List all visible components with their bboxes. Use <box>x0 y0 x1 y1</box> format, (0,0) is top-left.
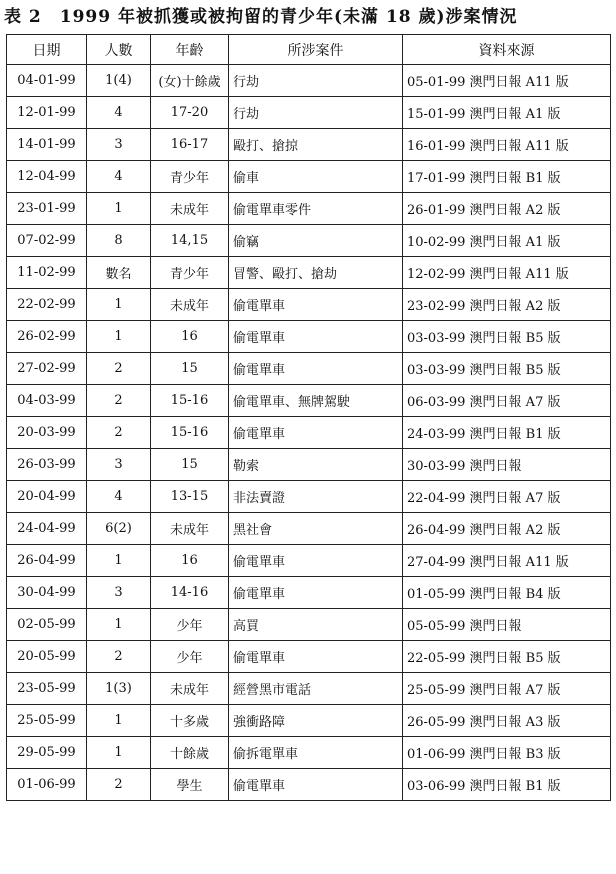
count-cell: 1 <box>87 705 151 737</box>
source-cell: 30-03-99 澳門日報 <box>403 449 611 481</box>
age-cell: 青少年 <box>151 257 229 289</box>
age-cell: 15-16 <box>151 385 229 417</box>
date-cell: 20-03-99 <box>7 417 87 449</box>
date-cell: 23-05-99 <box>7 673 87 705</box>
age-cell: 16 <box>151 545 229 577</box>
age-cell: 15 <box>151 449 229 481</box>
count-cell: 2 <box>87 417 151 449</box>
table-row <box>7 609 611 641</box>
case-cell: 偷電單車 <box>229 417 403 449</box>
source-cell: 17-01-99 澳門日報 B1 版 <box>403 161 611 193</box>
count-cell: 3 <box>87 577 151 609</box>
count-cell: 2 <box>87 353 151 385</box>
source-cell: 26-01-99 澳門日報 A2 版 <box>403 193 611 225</box>
case-cell: 偷電單車 <box>229 321 403 353</box>
date-cell: 26-04-99 <box>7 545 87 577</box>
table-row <box>7 769 611 801</box>
count-cell: 8 <box>87 225 151 257</box>
age-cell: 17-20 <box>151 97 229 129</box>
date-cell: 07-02-99 <box>7 225 87 257</box>
date-cell: 26-03-99 <box>7 449 87 481</box>
header-source: 資料來源 <box>403 35 611 65</box>
table-row <box>7 641 611 673</box>
count-cell: 4 <box>87 161 151 193</box>
count-cell: 1 <box>87 321 151 353</box>
count-cell: 2 <box>87 769 151 801</box>
source-cell: 01-06-99 澳門日報 B3 版 <box>403 737 611 769</box>
case-cell: 高買 <box>229 609 403 641</box>
count-cell: 1 <box>87 289 151 321</box>
source-cell: 01-05-99 澳門日報 B4 版 <box>403 577 611 609</box>
source-cell: 24-03-99 澳門日報 B1 版 <box>403 417 611 449</box>
count-cell: 1(4) <box>87 65 151 97</box>
age-cell: 未成年 <box>151 193 229 225</box>
case-cell: 偷電單車 <box>229 769 403 801</box>
count-cell: 2 <box>87 641 151 673</box>
source-cell: 03-06-99 澳門日報 B1 版 <box>403 769 611 801</box>
case-cell: 偷拆電單車 <box>229 737 403 769</box>
date-cell: 23-01-99 <box>7 193 87 225</box>
source-cell: 25-05-99 澳門日報 A7 版 <box>403 673 611 705</box>
count-cell: 1 <box>87 737 151 769</box>
table-row <box>7 65 611 97</box>
case-cell: 行劫 <box>229 97 403 129</box>
age-cell: 少年 <box>151 641 229 673</box>
date-cell: 02-05-99 <box>7 609 87 641</box>
source-cell: 16-01-99 澳門日報 A11 版 <box>403 129 611 161</box>
table-row <box>7 673 611 705</box>
source-cell: 26-04-99 澳門日報 A2 版 <box>403 513 611 545</box>
age-cell: 十多歲 <box>151 705 229 737</box>
source-cell: 27-04-99 澳門日報 A11 版 <box>403 545 611 577</box>
age-cell: 未成年 <box>151 513 229 545</box>
table-row <box>7 353 611 385</box>
table-row <box>7 321 611 353</box>
table-row <box>7 481 611 513</box>
table-row <box>7 385 611 417</box>
case-cell: 毆打、搶掠 <box>229 129 403 161</box>
age-cell: 14-16 <box>151 577 229 609</box>
source-cell: 23-02-99 澳門日報 A2 版 <box>403 289 611 321</box>
age-cell: 未成年 <box>151 289 229 321</box>
case-cell: 勒索 <box>229 449 403 481</box>
age-cell: 16-17 <box>151 129 229 161</box>
table-title: 表 2 1999 年被抓獲或被拘留的青少年(未滿 18 歲)涉案情況 <box>4 7 518 27</box>
case-cell: 偷電單車 <box>229 641 403 673</box>
case-cell: 偷電單車 <box>229 545 403 577</box>
date-cell: 22-02-99 <box>7 289 87 321</box>
case-cell: 非法賣證 <box>229 481 403 513</box>
table-body <box>7 65 611 801</box>
table-row <box>7 449 611 481</box>
table-row <box>7 513 611 545</box>
date-cell: 29-05-99 <box>7 737 87 769</box>
age-cell: 14,15 <box>151 225 229 257</box>
age-cell: 15 <box>151 353 229 385</box>
age-cell: (女)十餘歲 <box>151 65 229 97</box>
source-cell: 03-03-99 澳門日報 B5 版 <box>403 321 611 353</box>
case-cell: 偷竊 <box>229 225 403 257</box>
table-row <box>7 545 611 577</box>
date-cell: 01-06-99 <box>7 769 87 801</box>
count-cell: 數名 <box>87 257 151 289</box>
source-cell: 15-01-99 澳門日報 A1 版 <box>403 97 611 129</box>
case-cell: 偷電單車、無牌駕駛 <box>229 385 403 417</box>
count-cell: 1 <box>87 545 151 577</box>
count-cell: 3 <box>87 129 151 161</box>
case-cell: 偷電單車 <box>229 289 403 321</box>
juvenile-cases-table <box>6 34 611 801</box>
case-cell: 偷電單車 <box>229 353 403 385</box>
case-cell: 偷電單車 <box>229 577 403 609</box>
age-cell: 學生 <box>151 769 229 801</box>
count-cell: 3 <box>87 449 151 481</box>
date-cell: 12-01-99 <box>7 97 87 129</box>
table-header <box>7 35 611 65</box>
date-cell: 30-04-99 <box>7 577 87 609</box>
table-row <box>7 257 611 289</box>
date-cell: 27-02-99 <box>7 353 87 385</box>
count-cell: 1 <box>87 193 151 225</box>
source-cell: 05-05-99 澳門日報 <box>403 609 611 641</box>
age-cell: 少年 <box>151 609 229 641</box>
count-cell: 2 <box>87 385 151 417</box>
date-cell: 04-03-99 <box>7 385 87 417</box>
header-case: 所涉案件 <box>229 35 403 65</box>
case-cell: 黑社會 <box>229 513 403 545</box>
table-row <box>7 225 611 257</box>
case-cell: 偷車 <box>229 161 403 193</box>
source-cell: 12-02-99 澳門日報 A11 版 <box>403 257 611 289</box>
case-cell: 冒警、毆打、搶劫 <box>229 257 403 289</box>
header-row <box>7 35 611 65</box>
source-cell: 06-03-99 澳門日報 A7 版 <box>403 385 611 417</box>
table-row <box>7 161 611 193</box>
case-cell: 強衝路障 <box>229 705 403 737</box>
date-cell: 12-04-99 <box>7 161 87 193</box>
date-cell: 24-04-99 <box>7 513 87 545</box>
source-cell: 05-01-99 澳門日報 A11 版 <box>403 65 611 97</box>
case-cell: 偷電單車零件 <box>229 193 403 225</box>
date-cell: 26-02-99 <box>7 321 87 353</box>
age-cell: 十餘歲 <box>151 737 229 769</box>
count-cell: 4 <box>87 97 151 129</box>
table-row <box>7 97 611 129</box>
count-cell: 6(2) <box>87 513 151 545</box>
header-date: 日期 <box>7 35 87 65</box>
age-cell: 青少年 <box>151 161 229 193</box>
age-cell: 未成年 <box>151 673 229 705</box>
date-cell: 20-04-99 <box>7 481 87 513</box>
source-cell: 22-04-99 澳門日報 A7 版 <box>403 481 611 513</box>
age-cell: 15-16 <box>151 417 229 449</box>
date-cell: 04-01-99 <box>7 65 87 97</box>
date-cell: 14-01-99 <box>7 129 87 161</box>
case-cell: 經營黑市電話 <box>229 673 403 705</box>
count-cell: 4 <box>87 481 151 513</box>
case-cell: 行劫 <box>229 65 403 97</box>
table-row <box>7 417 611 449</box>
header-count: 人數 <box>87 35 151 65</box>
source-cell: 26-05-99 澳門日報 A3 版 <box>403 705 611 737</box>
table-row <box>7 289 611 321</box>
age-cell: 16 <box>151 321 229 353</box>
table-row <box>7 737 611 769</box>
source-cell: 03-03-99 澳門日報 B5 版 <box>403 353 611 385</box>
count-cell: 1(3) <box>87 673 151 705</box>
date-cell: 11-02-99 <box>7 257 87 289</box>
table-row <box>7 193 611 225</box>
source-cell: 10-02-99 澳門日報 A1 版 <box>403 225 611 257</box>
age-cell: 13-15 <box>151 481 229 513</box>
table-row <box>7 129 611 161</box>
table-row <box>7 577 611 609</box>
source-cell: 22-05-99 澳門日報 B5 版 <box>403 641 611 673</box>
date-cell: 25-05-99 <box>7 705 87 737</box>
header-age: 年齡 <box>151 35 229 65</box>
table-row <box>7 705 611 737</box>
count-cell: 1 <box>87 609 151 641</box>
date-cell: 20-05-99 <box>7 641 87 673</box>
